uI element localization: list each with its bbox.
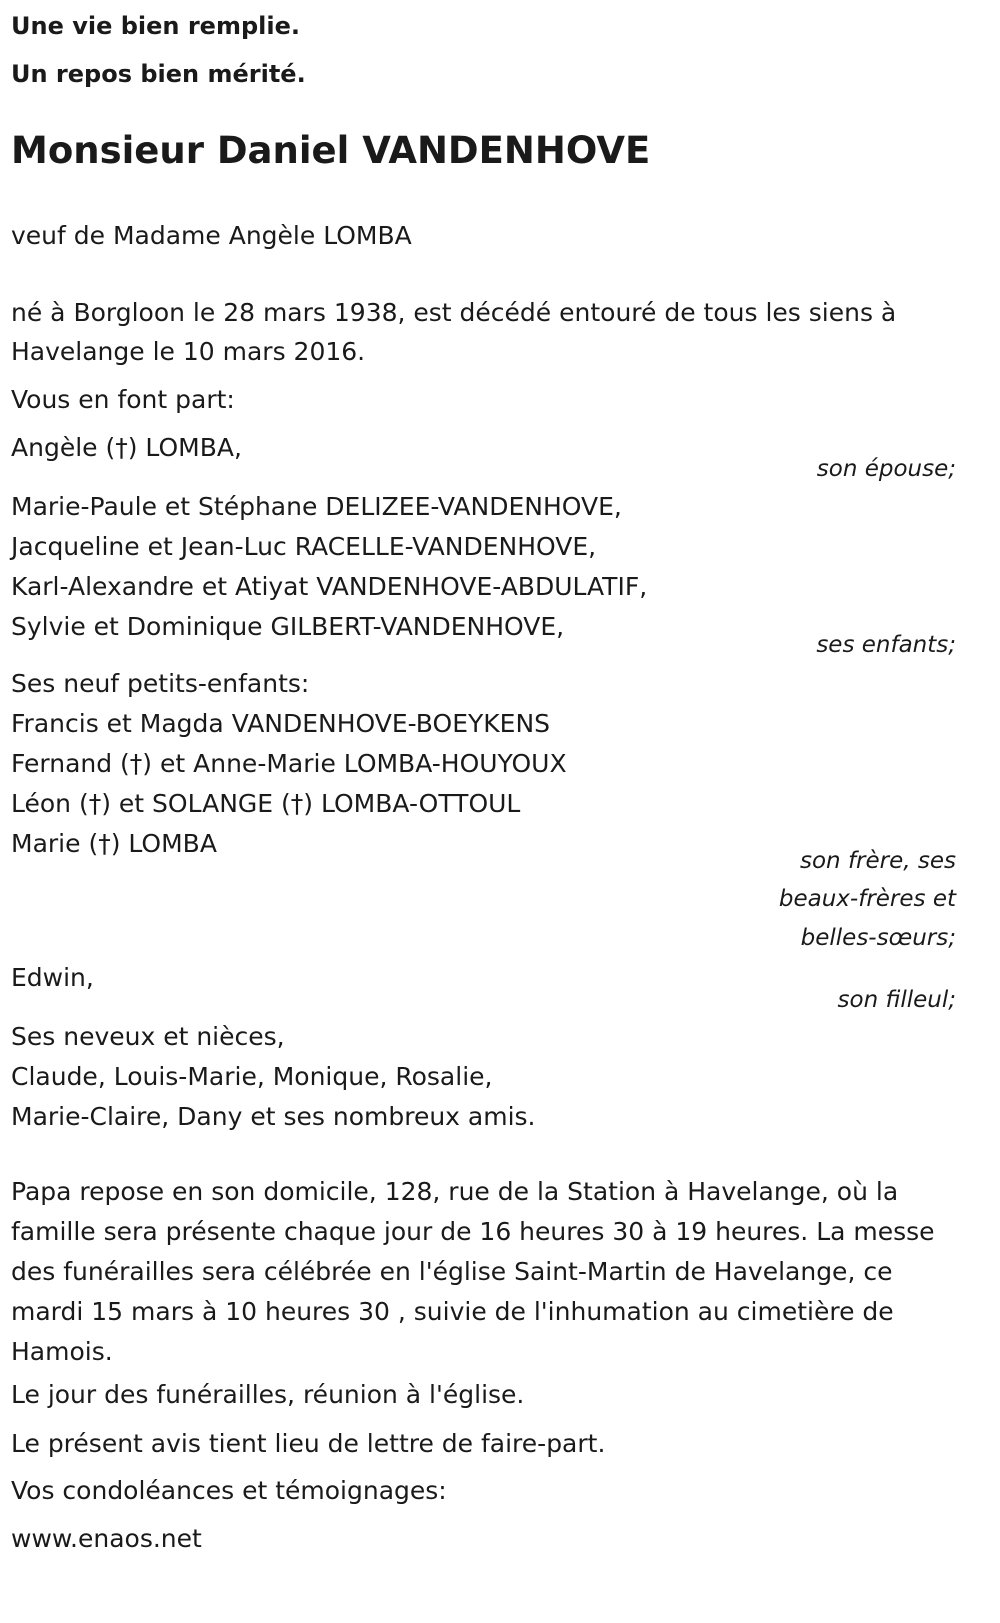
birth-line-2: Havelange le 10 mars 2016. [11,337,366,366]
birth-line-1: né à Borgloon le 28 mars 1938, est décédé entouré de tous les siens à [11,298,897,327]
godson-role: son filleul; [837,987,956,1013]
widow-line: veuf de Madame Angèle LOMBA [11,221,412,250]
funeral-day-line: Le jour des funérailles, réunion à l'église. [11,1380,525,1409]
nephew-line: Claude, Louis-Marie, Monique, Rosalie, [11,1062,493,1091]
heading-line-2: Un repos bien mérité. [11,60,306,88]
godson-line: Edwin, [11,963,94,992]
heading-line-1: Une vie bien remplie. [11,12,300,40]
child-line: Karl-Alexandre et Atiyat VANDENHOVE-ABDULATIF, [11,572,648,601]
announce-line: Vous en font part: [11,385,235,414]
siblings-role-3: belles-sœurs; [800,925,956,951]
sibling-line: Fernand (†) et Anne-Marie LOMBA-HOUYOUX [11,749,567,778]
child-line: Marie-Paule et Stéphane DELIZEE-VANDENHOVE, [11,492,622,521]
spouse-line: Angèle (†) LOMBA, [11,433,242,462]
condolences-line: Vos condoléances et témoignages: [11,1476,447,1505]
nephew-line: Ses neveux et nièces, [11,1022,285,1051]
details-line: Papa repose en son domicile, 128, rue de la Station à Havelange, où la [11,1177,899,1206]
siblings-role-2: beaux-frères et [778,886,956,912]
child-line: Sylvie et Dominique GILBERT-VANDENHOVE, [11,612,565,641]
sibling-line: Marie (†) LOMBA [11,829,217,858]
sibling-line: Ses neuf petits-enfants: [11,669,310,698]
details-line: famille sera présente chaque jour de 16 heures 30 à 19 heures. La messe [11,1217,935,1246]
siblings-role-1: son frère, ses [800,848,956,874]
details-line: des funérailles sera célébrée en l'église Saint-Martin de Havelange, ce [11,1257,893,1286]
children-list [11,487,647,647]
siblings-list [11,664,567,864]
sibling-line: Léon (†) et SOLANGE (†) LOMBA-OTTOUL [11,789,521,818]
nephews-list [11,1017,536,1137]
website-link[interactable]: www.enaos.net [11,1524,202,1553]
spouse-role: son épouse; [816,456,956,482]
children-role: ses enfants; [816,632,956,658]
nephew-line: Marie-Claire, Dany et ses nombreux amis. [11,1102,536,1131]
sibling-line: Francis et Magda VANDENHOVE-BOEYKENS [11,709,551,738]
notice-line: Le présent avis tient lieu de lettre de faire-part. [11,1429,606,1458]
details-line: Hamois. [11,1337,113,1366]
details-paragraph [11,1172,935,1372]
child-line: Jacqueline et Jean-Luc RACELLE-VANDENHOVE, [11,532,597,561]
details-line: mardi 15 mars à 10 heures 30 , suivie de l'inhumation au cimetière de [11,1297,894,1326]
deceased-name: Monsieur Daniel VANDENHOVE [11,129,651,172]
